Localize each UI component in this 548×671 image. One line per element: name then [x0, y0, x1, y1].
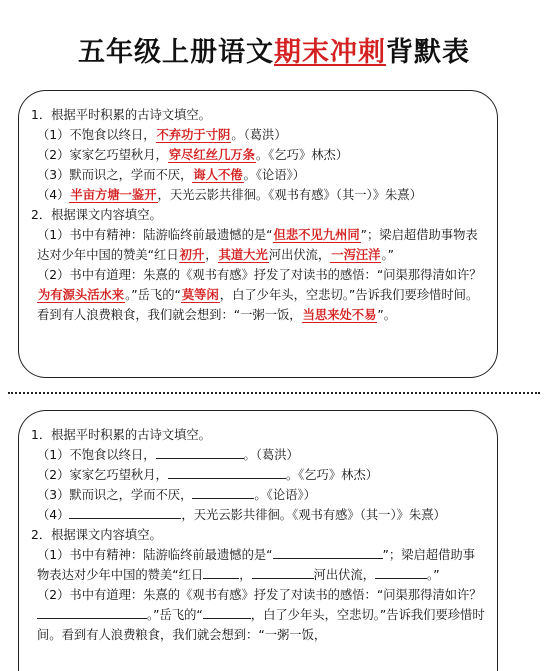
paragraph-text: （1）书中有精神：陆游临终前最遗憾的是“ — [37, 548, 273, 562]
question-text: 。《乞巧》林杰） — [285, 468, 379, 482]
answer-card — [18, 90, 498, 378]
paragraph-text: 河出伏流， — [268, 248, 331, 262]
paragraph-text: 。” — [381, 248, 394, 262]
paragraph-text: ”；梁启超借助事物表达对少年中国的赞美“红日 — [37, 548, 475, 582]
question-2 — [31, 465, 487, 485]
paragraph-text: 。”岳飞的“ — [147, 608, 203, 622]
answer-blank[interactable] — [203, 565, 239, 579]
question-text: 不饱食以终日， — [69, 448, 156, 462]
answer-text: 穿尽红丝几万条 — [168, 148, 255, 162]
question-text: 。（葛洪） — [243, 448, 299, 462]
title-prefix: 五年级上册语文 — [78, 37, 274, 68]
question-number: （3） — [37, 168, 70, 182]
question-text: 。（葛洪） — [231, 128, 287, 142]
answer-text: 诲人不倦 — [193, 168, 243, 182]
answer-blank[interactable] — [192, 485, 254, 499]
answer-blank[interactable] — [69, 505, 181, 519]
question-4 — [31, 185, 487, 205]
section2-heading: 2．根据课文内容填空。 — [31, 528, 162, 542]
question-text: 。《论语》） — [254, 488, 316, 502]
question-text: 家家乞巧望秋月， — [69, 148, 168, 162]
practice-card — [18, 410, 498, 671]
question-number: （2） — [37, 468, 70, 482]
section1-heading: 1．根据平时积累的古诗文填空。 — [31, 108, 211, 122]
answer-text: 莫等闲 — [181, 288, 219, 302]
answer-blank[interactable] — [203, 605, 251, 619]
question-number: （2） — [37, 148, 70, 162]
answer-text: 一泻汪洋 — [331, 248, 381, 262]
question-number: （3） — [37, 488, 70, 502]
question-number: （1） — [37, 448, 70, 462]
paragraph-text: ， — [239, 568, 252, 582]
question-3 — [31, 485, 487, 505]
paragraph-text: （2）书中有道理：朱熹的《观书有感》抒发了对读书的感悟：“问渠那得清如许？ — [37, 588, 482, 602]
paragraph-text: （1）书中有精神：陆游临终前最遗憾的是“ — [37, 228, 273, 242]
question-number: （4） — [37, 188, 70, 202]
answer-blank[interactable] — [375, 565, 427, 579]
question-text: 默而识之，学而不厌， — [69, 168, 193, 182]
paragraph-2 — [31, 585, 487, 645]
answer-text: 但悲不见九州同 — [273, 228, 360, 242]
answer-blank[interactable] — [156, 445, 244, 459]
paragraph-text: ，白了少年头，空悲切。”告诉我们要珍惜时间。看到有人浪费粮食，我们就会想到：“一粥一饭， — [37, 608, 485, 642]
question-3 — [31, 165, 487, 185]
page-title — [0, 30, 548, 69]
answer-text: 半亩方塘一鉴开 — [70, 188, 157, 202]
section2-heading: 2．根据课文内容填空。 — [31, 208, 162, 222]
answer-blank[interactable] — [252, 565, 314, 579]
answer-text: 为有源头活水来 — [38, 288, 125, 302]
answer-text: 不弃功于寸阴 — [156, 128, 231, 142]
answer-blank[interactable] — [37, 605, 147, 619]
answer-text: 当思来处不易 — [302, 308, 377, 322]
paragraph-text: ，白了少年头，空悲切。”告诉我们要珍惜时间。看到有人浪费粮食，我们就会想到：“一粥一饭， — [37, 288, 479, 322]
title-highlight: 期末冲刺 — [274, 37, 386, 68]
answer-text: 其道大光 — [218, 248, 268, 262]
answer-blank[interactable] — [168, 465, 286, 479]
paragraph-1 — [31, 545, 487, 585]
paragraph-text: 。”岳飞的“ — [125, 288, 181, 302]
question-text: 家家乞巧望秋月， — [69, 468, 168, 482]
title-suffix: 背默表 — [386, 37, 470, 68]
paragraph-1 — [31, 225, 487, 265]
answer-blank[interactable] — [273, 545, 383, 559]
paragraph-text: （2）书中有道理：朱熹的《观书有感》抒发了对读书的感悟：“问渠那得清如许？ — [37, 268, 482, 282]
question-text: 默而识之，学而不厌， — [69, 488, 193, 502]
answer-text: 初升 — [179, 248, 205, 262]
paragraph-2 — [31, 265, 487, 325]
question-2 — [31, 145, 487, 165]
dotted-divider — [8, 392, 540, 394]
paragraph-text: 河出伏流， — [313, 568, 376, 582]
question-text: ，天光云影共徘徊。《观书有感》（其一）》朱熹） — [157, 188, 422, 202]
paragraph-text: ”。 — [377, 308, 397, 322]
question-1 — [31, 445, 487, 465]
section1-heading: 1．根据平时积累的古诗文填空。 — [31, 428, 211, 442]
question-number: （4） — [37, 508, 70, 522]
question-1 — [31, 125, 487, 145]
paragraph-text: ， — [205, 248, 218, 262]
paragraph-text: 。” — [427, 568, 440, 582]
question-text: 不饱食以终日， — [69, 128, 156, 142]
question-text: ，天光云影共徘徊。《观书有感》（其一）》朱熹） — [181, 508, 446, 522]
paragraph-text: ”；梁启超借助事物表达对少年中国的赞美“红日 — [37, 228, 478, 262]
question-number: （1） — [37, 128, 70, 142]
question-4 — [31, 505, 487, 525]
question-text: 。《论语》） — [243, 168, 306, 182]
question-text: 。《乞巧》林杰） — [255, 148, 349, 162]
